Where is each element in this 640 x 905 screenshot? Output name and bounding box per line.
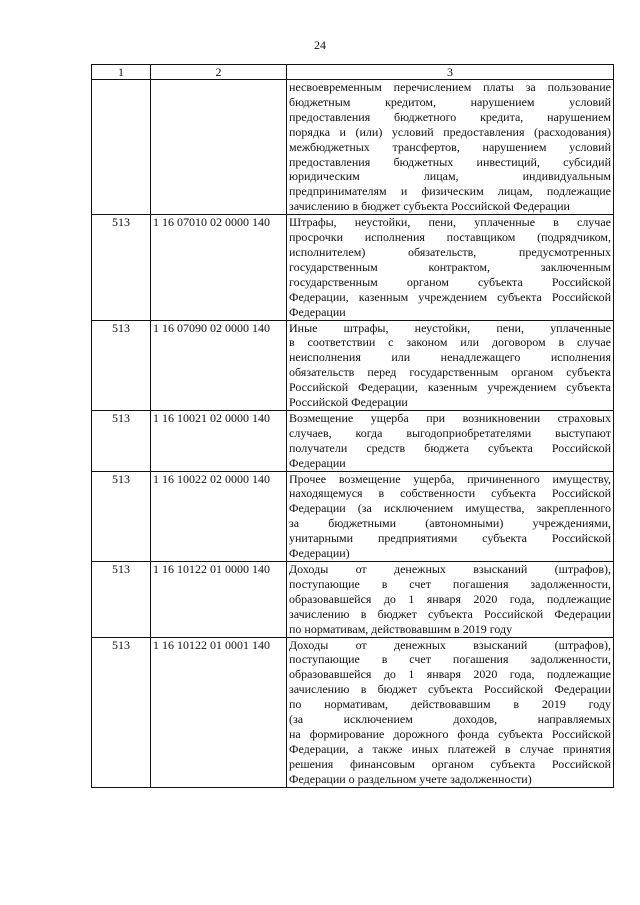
column-header-3: 3 xyxy=(287,65,614,80)
description-line: юридическим лицам, индивидуальным xyxy=(289,169,611,184)
table-body xyxy=(92,80,614,788)
description-line: Прочее возмещение ущерба, причиненного имуществу, xyxy=(289,471,611,486)
revenue-description-cell xyxy=(287,215,614,320)
description-line: Федерации) xyxy=(289,546,350,561)
description-line: поступающие в счет погашения задолженности, xyxy=(289,576,611,591)
table-row xyxy=(92,80,614,215)
revenue-code-cell: 1 16 07010 02 0000 140 xyxy=(151,215,287,320)
description-line: исполнителем) обязательств, предусмотренных xyxy=(289,244,611,259)
table-row xyxy=(92,410,614,471)
description-line: поступающие в счет погашения задолженности, xyxy=(289,652,611,667)
description-line: порядка и (или) условий предоставления (расходования) xyxy=(289,124,611,139)
description-line: Федерации, казенным учреждением субъекта Российской xyxy=(289,289,611,304)
description-line: Федерации, а также иных платежей в случае принятия xyxy=(289,741,611,756)
description-line: случаев, когда выгодоприобретателями выступают xyxy=(289,425,611,440)
description-line: государственным контрактом, заключенным xyxy=(289,259,611,274)
description-line: в соответствии с законом или договором в случае xyxy=(289,335,611,350)
description-line: на формирование дорожного фонда субъекта Российской xyxy=(289,726,611,741)
admin-code-cell: 513 xyxy=(92,637,151,787)
description-line: Возмещение ущерба при возникновении страховых xyxy=(289,410,611,425)
description-line: находящемуся в собственности субъекта Российской xyxy=(289,486,611,501)
description-line: государственным органом субъекта Российской xyxy=(289,274,611,289)
table-row xyxy=(92,215,614,320)
description-line: образовавшейся до 1 января 2020 года, подлежащие xyxy=(289,667,611,682)
description-line: просрочки исполнения поставщиком (подрядчиком, xyxy=(289,230,611,245)
description-line: Доходы от денежных взысканий (штрафов), xyxy=(289,637,611,652)
description-line: зачислению в бюджет субъекта Российской Федерации xyxy=(289,606,611,621)
description-line: унитарными предприятиями субъекта Российской xyxy=(289,531,611,546)
description-line: неисполнения или ненадлежащего исполнения xyxy=(289,350,611,365)
page-number: 24 xyxy=(314,38,326,52)
revenue-code-cell: 1 16 07090 02 0000 140 xyxy=(151,320,287,410)
description-line: зачислению в бюджет субъекта Российской Федерации xyxy=(289,682,611,697)
revenue-code-cell: 1 16 10022 02 0000 140 xyxy=(151,471,287,561)
description-line: межбюджетных трансфертов, нарушением условий xyxy=(289,139,611,154)
description-line: получатели средств бюджета субъекта Российской xyxy=(289,440,611,455)
description-line: Российской Федерации xyxy=(289,395,408,410)
revenue-codes-table xyxy=(91,64,614,788)
description-line: предоставления бюджетного кредита, нарушением xyxy=(289,109,611,124)
revenue-description-cell xyxy=(287,471,614,561)
revenue-description-cell xyxy=(287,410,614,471)
revenue-description-cell xyxy=(287,637,614,787)
description-line: предоставления бюджетных инвестиций, субсидий xyxy=(289,154,611,169)
table-row xyxy=(92,320,614,410)
revenue-code-cell: 1 16 10122 01 0000 140 xyxy=(151,562,287,638)
description-line: Доходы от денежных взысканий (штрафов), xyxy=(289,562,611,576)
description-line: Федерации xyxy=(289,455,346,470)
description-line: за бюджетными (автономными) учреждениями, xyxy=(289,516,611,531)
description-line: Федерации о раздельном учете задолженности) xyxy=(289,771,532,786)
description-line: по нормативам, действовавшим в 2019 году xyxy=(289,621,513,636)
admin-code-cell: 513 xyxy=(92,562,151,638)
table-row xyxy=(92,637,614,787)
revenue-description-cell xyxy=(287,562,614,638)
revenue-code-cell xyxy=(151,80,287,215)
description-line: бюджетным кредитом, нарушением условий xyxy=(289,94,611,109)
description-line: Федерации xyxy=(289,304,346,319)
description-line: образовавшейся до 1 января 2020 года, подлежащие xyxy=(289,591,611,606)
revenue-code-cell: 1 16 10122 01 0001 140 xyxy=(151,637,287,787)
table-row xyxy=(92,562,614,638)
description-line: обязательств перед государственным органом субъекта xyxy=(289,365,611,380)
description-line: по нормативам, действовавшим в 2019 году xyxy=(289,697,611,712)
revenue-code-cell: 1 16 10021 02 0000 140 xyxy=(151,410,287,471)
column-header-1: 1 xyxy=(92,65,151,80)
description-line: (за исключением доходов, направляемых xyxy=(289,712,611,727)
column-header-2: 2 xyxy=(151,65,287,80)
admin-code-cell: 513 xyxy=(92,471,151,561)
revenue-description-cell xyxy=(287,320,614,410)
description-line: несвоевременным перечислением платы за пользование xyxy=(289,80,611,94)
description-line: предпринимателям и физическим лицам, подлежащие xyxy=(289,184,611,199)
description-line: Штрафы, неустойки, пени, уплаченные в случае xyxy=(289,215,611,230)
admin-code-cell: 513 xyxy=(92,215,151,320)
description-line: Федерации (за исключением имущества, закрепленного xyxy=(289,501,611,516)
description-line: зачислению в бюджет субъекта Российской Федерации xyxy=(289,199,570,214)
admin-code-cell: 513 xyxy=(92,320,151,410)
description-line: решения финансовым органом субъекта Российской xyxy=(289,756,611,771)
admin-code-cell: 513 xyxy=(92,410,151,471)
description-line: Российской Федерации, казенным учреждением субъекта xyxy=(289,380,611,395)
table-row xyxy=(92,471,614,561)
description-line: Иные штрафы, неустойки, пени, уплаченные xyxy=(289,320,611,335)
table-header-row xyxy=(92,65,614,80)
revenue-description-cell xyxy=(287,80,614,215)
admin-code-cell xyxy=(92,80,151,215)
